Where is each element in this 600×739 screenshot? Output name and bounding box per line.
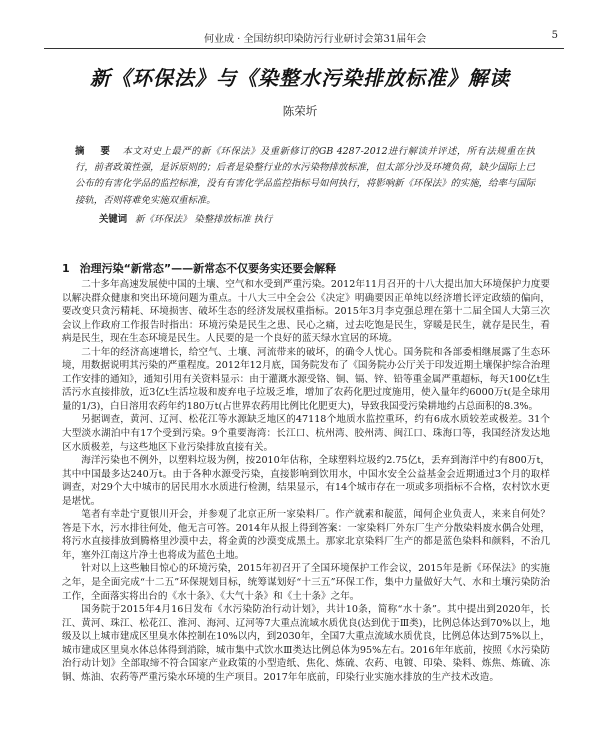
abstract: [75, 144, 535, 209]
keywords: [99, 211, 539, 225]
paragraph: 二十年的经济高速增长，给空气、土壤、河流带来的破坏，的确令人忧心。国务院和各部委相继展露了生态环境，用数据说明其污染的严重程度。2012年12月底，国务院发布了《国务院办公厅关于印发近期土壤保护综合治理工作安排的通知》，通知引用有关资料显示：由于灌溉水源受铬、铜、镉、锌、铅等重金属严重超标，每天100亿t生活污水直接排放，近3亿t生活垃圾和废弃电子垃圾乏堆，增加了农药化肥过度施用，使入量年约6000万t(是全球用量的1/3)，白日溶用农药年约180万t(占世界农药用比例比化肥更大)，导致我国受污染耕地约占总面积的8.3%。: [62, 346, 550, 412]
abstract-text: 本文对史上最严的新《环保法》及重新修订的GB 4287-2012进行解读并评述，所有法规重在执行，前者政策性强，是诉原则的；后者是染整行业的水污染物排放标准，但太部分沙及环境负荷，缺少国际上已公布的有害化学品的监控标准，没有有害化学品监控指标号如何执行，将影响新《环保法》的实施，给率与国际接轨，否则将难免实施双重标准。: [75, 146, 536, 206]
running-header: [44, 28, 564, 49]
paragraph: 国务院于2015年4月16日发布《水污染防治行动计划》，共计10条，简称“水十条”。其中提出到2020年，长江、黄河、珠江、松花江、淮河、海河、辽河等7大重点流域水质优良(达到优于Ⅲ类)，比例总体达到70%以上，地级及以上城市建成区里臭水体控制在10%以内，到2030年，全国7大重点流域水质优良，比例总体达到75%以上，城市建成区里臭水体总体得到消除，城市集中式饮水Ⅲ类达比例总体为95%左右。2016年年底前，按照《水污染防治行动计划》全部取缔不符合国家产业政策的小型造纸、焦化、炼硫、农药、电镀、印染、染料、炼焦、炼硫、冻铜、炼油、农药等严重污染水环境的生产项目。2017年年底前，印染行业实施水排放的生产技术改造。: [62, 604, 550, 683]
keywords-label: 关键词: [99, 214, 128, 225]
body-text: [62, 278, 550, 684]
paragraph: 针对以上这些触目惊心的环境污染，2015年初召开了全国环境保护工作会议，2015年是新《环保法》的实施之年，是全面完成“十二五”环保规划目标，统筹谋划好“十三五”环保工作，集中力量做好大气、水和土壤污染防治工作，全面落实将出台的《水十条》、《大气十条》和《土十条》之年。: [62, 563, 550, 602]
running-title: 何业成 · 全国纺织印染防污行业研讨会第31届年会: [204, 34, 427, 45]
article-title: 新《环保法》与《染整水污染排放标准》解读: [90, 66, 510, 90]
keywords-text: 新《环保法》 染整排放标准 执行: [135, 214, 273, 225]
section-number: 1: [62, 262, 70, 275]
paragraph: 海洋污染也不例外，以塑料垃圾为例，按2010年估称，全球塑料垃圾约2.75亿t，丢弃到海洋中约有800万t，其中中国最多达240万t。由于各种水源受污染，直接影响到饮用水，中国水安全公益基金会近期通过3个月的取样调查，对29个大中城市的居民用水水质进行检测，结果显示，有14个城市存在一项或多项指标不合格，农村饮水更是堪忧。: [62, 455, 550, 507]
paragraph: 笔者有幸赴宁夏银川开会，并参观了北京正所一家染料厂。作产就素和靛蓝，闻何企业负责人，来来自何处？答是下水，污水排往何处，他无言可答。2014年从报上得到答案：一家染料厂外东厂生产分散染料废水偶合处理，将污水直接排放到腾格里沙漠中去，将金黄的沙漠变成黑土。那家北京染料厂生产的都是蓝色染料和颜料，不治几年，塞外江南这片净土也将成为蓝色土地。: [62, 509, 550, 561]
paragraph: 另据调查，黄河、辽河、松花江等水源缺乏地区的47118个地质水监控重环，约有6成水质较差或极差。31个大型淡水湖泊中有17个受到污染。9个重要海湾：长江口、杭州湾、胶州湾、闽江口、珠海口等，我国经济发达地区水质极差，与这些地区下业污染排放直接有关。: [62, 414, 550, 453]
section-title: 治理污染“新常态”——新常态不仅要务实还要会解释: [79, 262, 337, 275]
page-number: 5: [551, 30, 558, 41]
paragraph: 二十多年高速发展使中国的土壤、空气和水受到严重污染。2012年11月召开的十八大提出加大环境保护力度要以解决群众健康和突出环境问题为重点。十八大三中全会公《决定》明确要因正单纯以经济增长评定政绩的偏向，要改变只贪污精耗、环境损害、破坏生态的经济发展权重指标。2015年3月李克强总理在第十二届全国人大第三次会议上作政府工作报告时指出：环境污染是民生之患、民心之痛，过去吃饱是民生，穿暖是民生，就存是民生，看病是民生，现在生态环境是民生。人民要的是一个良好的蓝天绿水宜居的环境。: [62, 279, 550, 345]
abstract-label: 摘 要: [75, 146, 117, 157]
section-heading: [62, 260, 336, 276]
author: 陈荣圻: [282, 104, 318, 118]
